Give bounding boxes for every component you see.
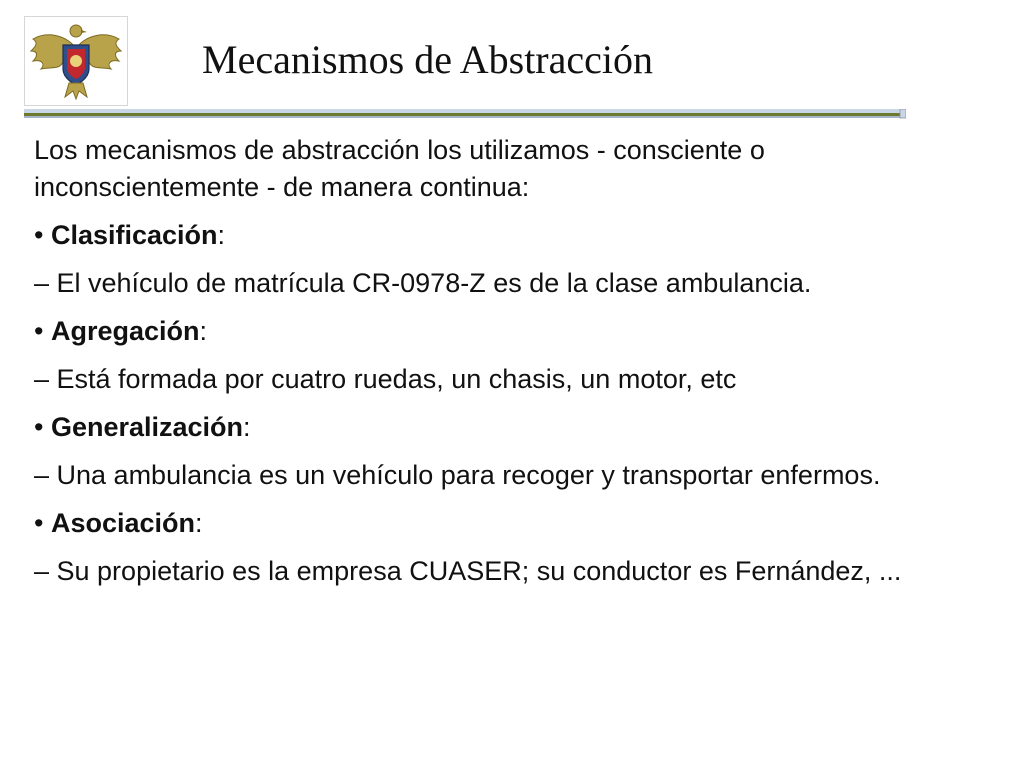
bullet-term: Generalización <box>50 412 244 442</box>
example-text: – Una ambulancia es un vehículo para recoger y transportar enfermos. <box>34 460 881 490</box>
title-underline-divider <box>24 109 906 119</box>
bullet-item-clasificacion <box>34 217 994 254</box>
university-logo <box>24 16 128 106</box>
university-eagle-crest-icon <box>25 17 127 105</box>
bullet-item-agregacion <box>34 313 994 350</box>
bullet-colon: : <box>243 412 251 442</box>
bullet-symbol: • <box>34 220 44 250</box>
bullet-colon: : <box>199 316 208 346</box>
example-text: – El vehículo de matrícula CR-0978-Z es de la clase ambulancia. <box>34 268 812 298</box>
slide-title: Mecanismos de Abstracción <box>202 37 653 82</box>
slide-body <box>34 132 994 601</box>
example-text: – Su propietario es la empresa CUASER; su conductor es Fernández, ... <box>34 556 902 586</box>
bullet-colon: : <box>195 508 203 538</box>
example-text: – Está formada por cuatro ruedas, un chasis, un motor, etc <box>34 364 737 394</box>
bullet-symbol: • <box>34 316 44 346</box>
intro-paragraph: Los mecanismos de abstracción los utilizamos - consciente o inconscientemente - de manera continua: <box>34 135 765 202</box>
bullet-term: Asociación <box>50 508 196 538</box>
bullet-symbol: • <box>34 508 44 538</box>
bullet-colon: : <box>217 220 226 250</box>
bullet-term: Clasificación <box>50 220 218 250</box>
bullet-item-asociacion <box>34 505 994 542</box>
bullet-term: Agregación <box>50 316 200 346</box>
bullet-symbol: • <box>34 412 44 442</box>
bullet-item-generalizacion <box>34 409 994 446</box>
